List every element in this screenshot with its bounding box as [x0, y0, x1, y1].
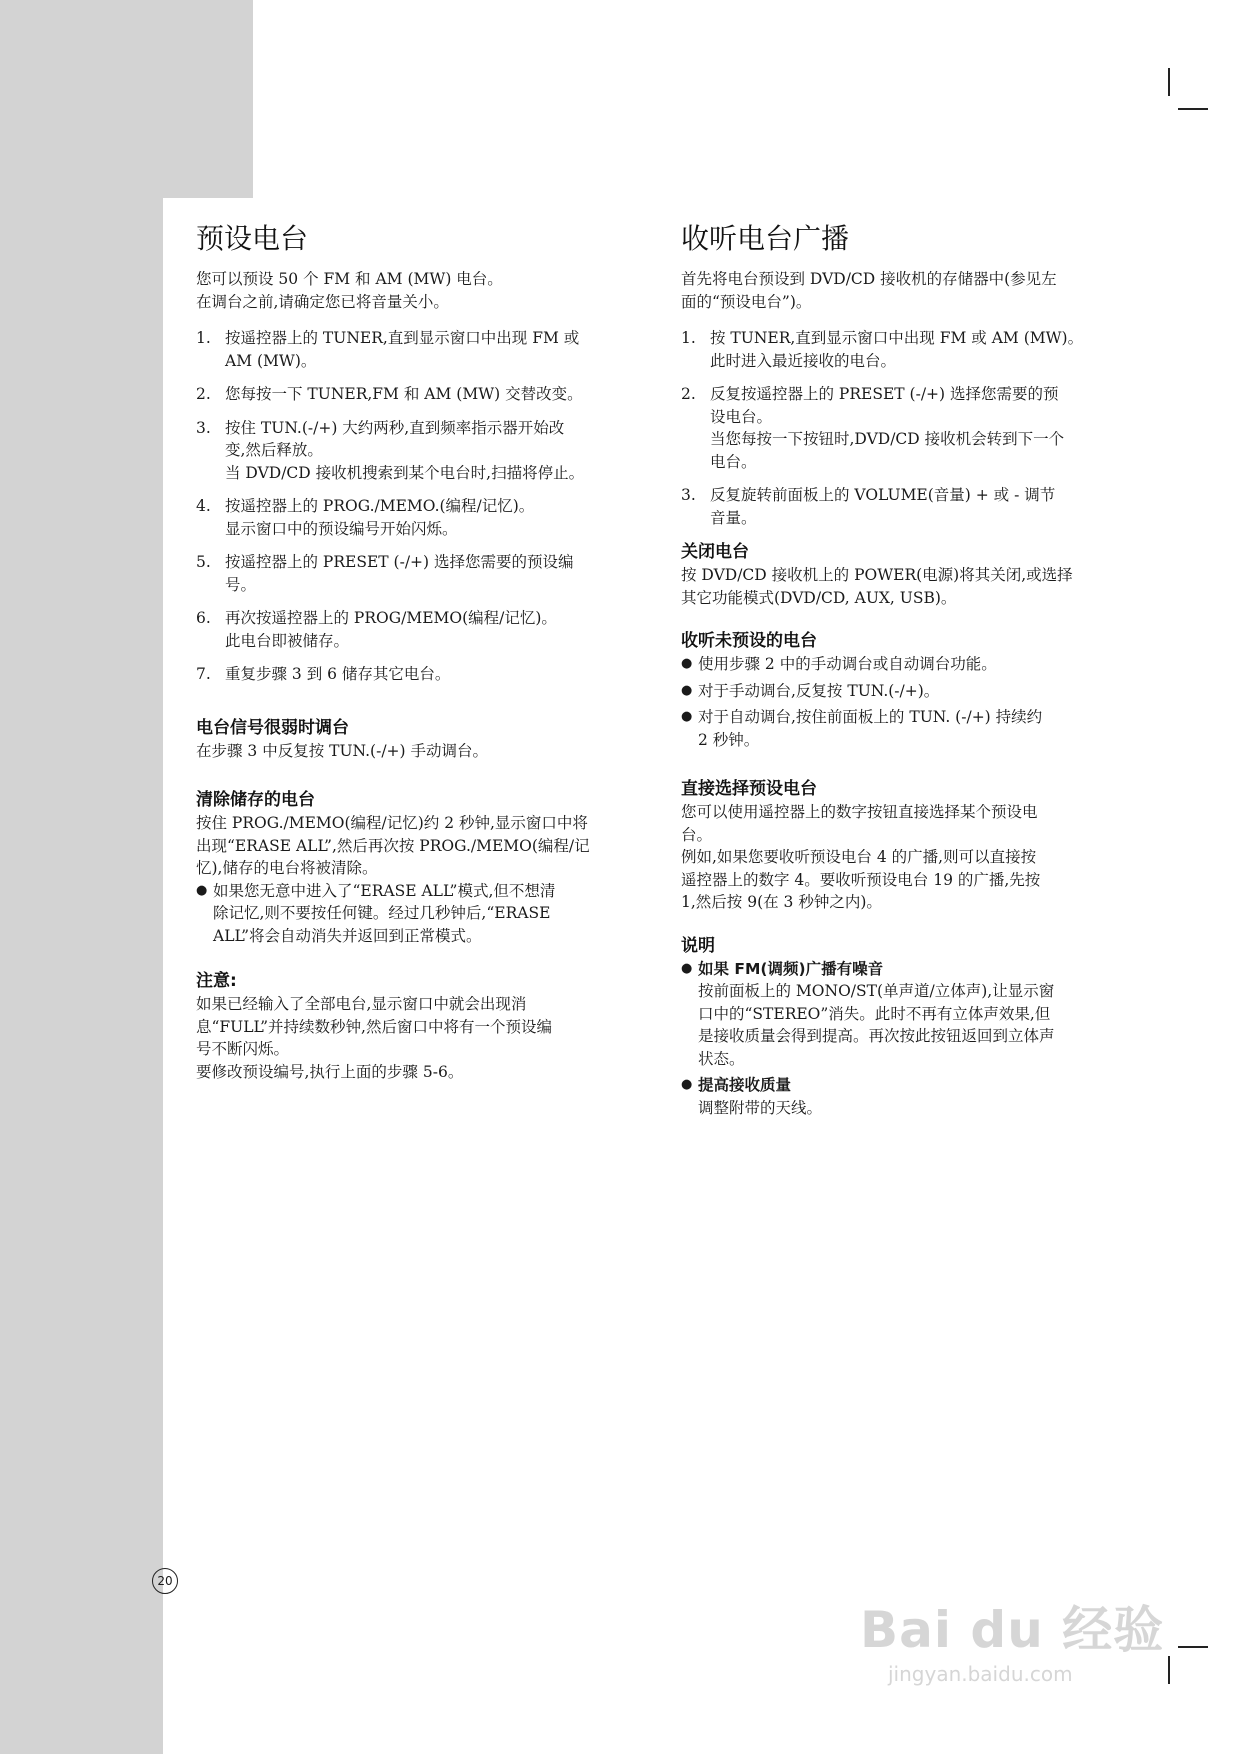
step-number: 3.: [681, 486, 696, 504]
bullet-line: 除记忆,则不要按任何键。经过几秒钟后,“ERASE: [213, 904, 551, 922]
step-line: 设电台。: [710, 407, 773, 426]
paragraph-line: 忆),储存的电台将被清除。: [196, 859, 378, 877]
bullet-icon: ●: [196, 882, 208, 898]
step-line: 音量。: [710, 508, 757, 527]
bullet-icon: ●: [681, 656, 693, 671]
intro-line: 您可以预设 50 个 FM 和 AM (MW) 电台。: [196, 270, 503, 288]
step-line: 当您每按一下按钮时,DVD/CD 接收机会转到下一个: [710, 430, 1065, 448]
bullet-line: 对于手动调台,反复按 TUN.(-/+)。: [698, 681, 940, 700]
bullet-line: 状态。: [698, 1049, 745, 1068]
paragraph-line: 息“FULL”并持续数秒钟,然后窗口中将有一个预设编: [196, 1017, 552, 1036]
step-line: 按遥控器上的 PROG./MEMO.(编程/记忆)。: [225, 497, 535, 515]
step-line: 变,然后释放。: [225, 441, 323, 459]
left-column: [196, 222, 656, 1083]
subheading: 电台信号很弱时调台: [196, 717, 349, 738]
intro-line: 在调台之前,请确定您已将音量关小。: [196, 292, 449, 311]
bullet-line: 对于自动调台,按住前面板上的 TUN. (-/+) 持续约: [698, 708, 1043, 726]
crop-mark: [1178, 108, 1208, 110]
bullet-line: 调整附带的天线。: [698, 1098, 823, 1117]
intro-line: 面的“预设电台”)。: [681, 292, 812, 311]
bullet-list: [196, 880, 656, 948]
margin-band-side: [0, 198, 163, 1754]
unpreset-section: [681, 629, 1137, 751]
direct-select-section: [681, 777, 1137, 914]
subheading: 收听未预设的电台: [681, 631, 817, 651]
preset-steps: [196, 327, 656, 686]
step-line: 号。: [225, 575, 257, 594]
bullet-item: [681, 706, 1137, 751]
explanation-section: [681, 934, 1137, 1120]
power-off-section: [681, 540, 1137, 609]
clear-stations-section: [196, 788, 656, 947]
bullet-icon: ●: [681, 709, 693, 724]
step-line: 当 DVD/CD 接收机搜索到某个电台时,扫描将停止。: [225, 463, 585, 482]
bullet-line: 是接收质量会得到提高。再次按此按钮返回到立体声: [698, 1027, 1055, 1045]
bullet-line: 使用步骤 2 中的手动调台或自动调台功能。: [698, 655, 997, 673]
bullet-item: [681, 653, 1137, 676]
step-line: 反复旋转前面板上的 VOLUME(音量) + 或 - 调节: [710, 486, 1056, 504]
page-number: 20: [152, 1568, 178, 1594]
step-item: [196, 551, 656, 596]
subheading: 清除储存的电台: [196, 790, 315, 810]
step-line: 按遥控器上的 PRESET (-/+) 选择您需要的预设编: [225, 553, 574, 571]
step-number: 3.: [196, 418, 211, 437]
right-column: [681, 222, 1137, 1123]
step-line: AM (MW)。: [225, 351, 317, 370]
bullet-title: 提高接收质量: [698, 1076, 792, 1094]
paragraph-line: 按 DVD/CD 接收机上的 POWER(电源)将其关闭,或选择: [681, 566, 1073, 584]
paragraph-line: 出现“ERASE ALL”,然后再次按 PROG./MEMO(编程/记: [196, 836, 590, 855]
step-item: [681, 327, 1137, 372]
step-line: 按遥控器上的 TUNER,直到显示窗口中出现 FM 或: [225, 329, 580, 347]
bullet-line: 如果您无意中进入了“ERASE ALL”模式,但不想清: [213, 881, 556, 900]
bullet-item: [681, 1074, 1137, 1119]
bullet-line: 按前面板上的 MONO/ST(单声道/立体声),让显示窗: [698, 982, 1055, 1000]
bullet-line: 口中的“STEREO”消失。此时不再有立体声效果,但: [698, 1004, 1051, 1023]
step-number: 6.: [196, 609, 211, 627]
listen-steps: [681, 327, 1137, 529]
step-number: 4.: [196, 497, 211, 515]
margin-band-top: [0, 0, 253, 198]
step-item: [196, 495, 656, 540]
intro-line: 首先将电台预设到 DVD/CD 接收机的存储器中(参见左: [681, 270, 1057, 288]
step-number: 7.: [196, 665, 211, 683]
step-line: 重复步骤 3 到 6 储存其它电台。: [225, 665, 451, 683]
paragraph-line: 台。: [681, 825, 713, 844]
paragraph-line: 号不断闪烁。: [196, 1040, 290, 1058]
bullet-icon: ●: [681, 682, 693, 698]
bullet-title: 如果 FM(调频)广播有噪音: [698, 959, 884, 978]
step-line: 此时进入最近接收的电台。: [710, 351, 897, 370]
crop-mark: [1168, 68, 1170, 96]
bullet-item: [681, 680, 1137, 703]
paragraph-line: 按住 PROG./MEMO(编程/记忆)约 2 秒钟,显示窗口中将: [196, 814, 588, 832]
step-line: 再次按遥控器上的 PROG/MEMO(编程/记忆)。: [225, 609, 557, 627]
paragraph-line: 您可以使用遥控器上的数字按钮直接选择某个预设电: [681, 803, 1038, 821]
step-line: 显示窗口中的预设编号开始闪烁。: [225, 519, 458, 538]
step-item: [196, 607, 656, 652]
bullet-icon: ●: [681, 960, 693, 976]
step-item: [681, 484, 1137, 529]
subheading: 直接选择预设电台: [681, 779, 817, 799]
bullet-list: [681, 653, 1137, 751]
bullet-list: [681, 958, 1137, 1120]
watermark-url: jingyan.baidu.com: [888, 1662, 1073, 1686]
watermark-brand: Bai du 经验: [860, 1601, 1165, 1659]
step-number: 1.: [196, 329, 211, 347]
paragraph-line: 1,然后按 9(在 3 秒钟之内)。: [681, 893, 882, 911]
step-item: [681, 383, 1137, 473]
subheading: 说明: [681, 935, 715, 956]
note-section: [196, 969, 656, 1083]
step-number: 2.: [196, 385, 211, 403]
subheading: 注意:: [196, 971, 237, 991]
step-line: 电台。: [710, 452, 757, 471]
step-number: 1.: [681, 329, 696, 347]
section-title-listen: 收听电台广播: [681, 222, 850, 255]
subheading: 关闭电台: [681, 542, 749, 562]
bullet-line: 2 秒钟。: [698, 730, 760, 749]
paragraph-line: 如果已经输入了全部电台,显示窗口中就会出现消: [196, 995, 527, 1013]
baidu-watermark: [860, 1590, 1200, 1690]
step-line: 按住 TUN.(-/+) 大约两秒,直到频率指示器开始改: [225, 418, 565, 437]
bullet-line: ALL”将会自动消失并返回到正常模式。: [213, 926, 482, 945]
step-line: 此电台即被储存。: [225, 631, 350, 650]
step-line: 您每按一下 TUNER,FM 和 AM (MW) 交替改变。: [225, 385, 583, 403]
step-item: [196, 417, 656, 485]
step-line: 按 TUNER,直到显示窗口中出现 FM 或 AM (MW)。: [710, 329, 1084, 347]
paragraph-line: 遥控器上的数字 4。要收听预设电台 19 的广播,先按: [681, 870, 1041, 889]
bullet-item: [681, 958, 1137, 1071]
paragraph-line: 其它功能模式(DVD/CD, AUX, USB)。: [681, 588, 957, 607]
bullet-icon: ●: [681, 1077, 693, 1092]
step-number: 5.: [196, 553, 211, 571]
weak-signal-section: [196, 716, 656, 763]
bullet-item: [196, 880, 656, 948]
paragraph-line: 在步骤 3 中反复按 TUN.(-/+) 手动调台。: [196, 741, 489, 760]
step-item: [196, 327, 656, 372]
paragraph-line: 要修改预设编号,执行上面的步骤 5-6。: [196, 1062, 464, 1081]
section-title-preset: 预设电台: [196, 222, 309, 255]
step-item: [196, 663, 656, 686]
step-item: [196, 383, 656, 406]
paragraph-line: 例如,如果您要收听预设电台 4 的广播,则可以直接按: [681, 848, 1037, 866]
step-number: 2.: [681, 385, 696, 403]
step-line: 反复按遥控器上的 PRESET (-/+) 选择您需要的预: [710, 385, 1059, 403]
